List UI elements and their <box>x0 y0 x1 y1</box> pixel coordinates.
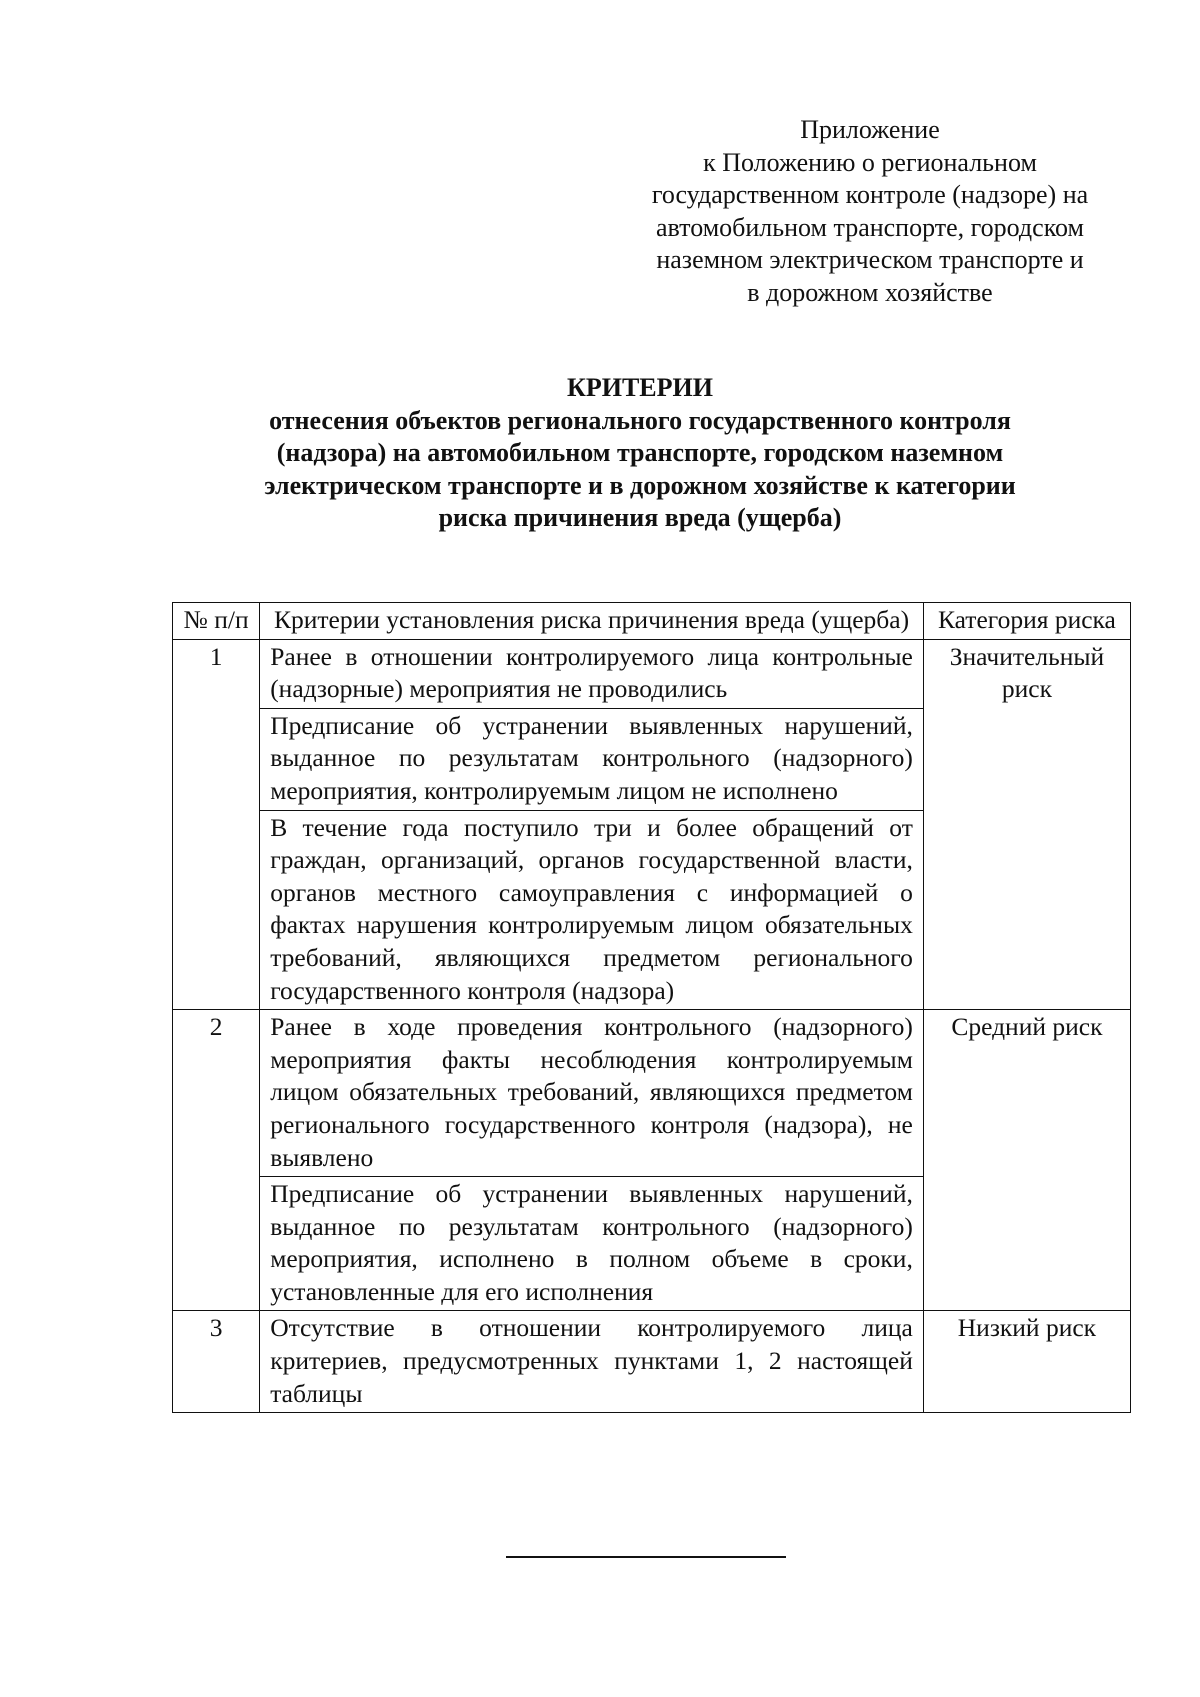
appendix-line: наземном электрическом транспорте и <box>656 245 1084 274</box>
title-heading: КРИТЕРИИ <box>567 373 713 402</box>
document-title <box>200 372 1080 535</box>
header-num: № п/п <box>173 603 260 640</box>
table-row <box>173 1311 1131 1413</box>
end-rule <box>506 1556 786 1558</box>
criterion-cell: Ранее в ходе проведения контрольного (надзорного) мероприятия факты несоблюдения контролируемым лицом обязательных требований, являющихся предметом регионального государственного контроля (надзора), не выявлено <box>260 1010 924 1177</box>
header-criteria: Критерии установления риска причинения вреда (ущерба) <box>260 603 924 640</box>
row-number: 2 <box>173 1010 260 1311</box>
criterion-cell: В течение года поступило три и более обращений от граждан, организаций, органов государственной власти, органов местного самоуправления с информацией о фактах нарушения контролируемым лицом обязательных требований, являющихся предметом регионального государственного контроля (надзора) <box>260 810 924 1010</box>
appendix-line: к Положению о региональном <box>703 147 1037 177</box>
appendix-line: Приложение <box>800 115 940 144</box>
title-subtitle-line: риска причинения вреда (ущерба) <box>438 503 842 532</box>
criteria-table <box>172 602 1131 1413</box>
appendix-line: в дорожном хозяйстве <box>747 277 993 307</box>
criterion-cell: Ранее в отношении контролируемого лица контрольные (надзорные) мероприятия не проводились <box>260 639 924 708</box>
appendix-line: государственном контроле (надзоре) на <box>651 180 1089 209</box>
criterion-cell: Предписание об устранении выявленных нарушений, выданное по результатам контрольного (надзорного) мероприятия, исполнено в полном объеме в сроки, установленные для его исполнения <box>260 1177 924 1311</box>
risk-category: Средний риск <box>923 1010 1130 1311</box>
table-header-row <box>173 603 1131 640</box>
appendix-header <box>620 114 1120 309</box>
risk-category: Низкий риск <box>923 1311 1130 1413</box>
row-number: 1 <box>173 639 260 1010</box>
table-row <box>173 1010 1131 1177</box>
header-category: Категория риска <box>923 603 1130 640</box>
title-subtitle-line: электрическом транспорте и в дорожном хозяйстве к категории <box>264 470 1016 500</box>
table-row <box>173 639 1131 708</box>
appendix-line: автомобильном транспорте, городском <box>656 212 1084 242</box>
criterion-cell: Предписание об устранении выявленных нарушений, выданное по результатам контрольного (надзорного) мероприятия, контролируемым лицом не исполнено <box>260 708 924 810</box>
risk-category: Значительный риск <box>923 639 1130 1010</box>
row-number: 3 <box>173 1311 260 1413</box>
title-subtitle-line: (надзора) на автомобильном транспорте, городском наземном <box>276 438 1004 467</box>
criterion-cell: Отсутствие в отношении контролируемого лица критериев, предусмотренных пунктами 1, 2 настоящей таблицы <box>260 1311 924 1413</box>
title-subtitle-line: отнесения объектов регионального государственного контроля <box>269 405 1011 435</box>
